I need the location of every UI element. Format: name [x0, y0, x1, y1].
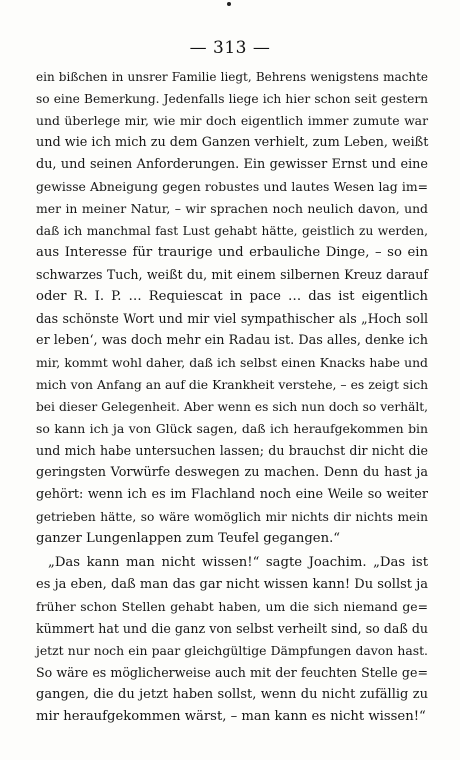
text-line: mir heraufgekommen wärst, – man kann es nicht wissen!“: [36, 709, 426, 724]
page-number: — 313 —: [189, 38, 271, 58]
text-line: so eine Bemerkung. Jedenfalls liege ich hier schon seit gestern: [36, 92, 428, 106]
text-line: bei dieser Gelegenheit. Aber wenn es sich nun doch so verhält,: [36, 400, 428, 414]
text-line: und überlege mir, wie mir doch eigentlich immer zumute war: [36, 113, 428, 128]
text-line: früher schon Stellen gehabt haben, um die sich niemand ge=: [36, 599, 428, 614]
text-line: jetzt nur noch ein paar gleichgültige Dämpfungen davon hast.: [36, 643, 428, 658]
text-line: ein bißchen in unsrer Familie liegt, Behrens wenigstens machte: [36, 70, 428, 84]
text-line: mir, kommt wohl daher, daß ich selbst einen Knacks habe und: [36, 355, 428, 370]
text-line: du, und seinen Anforderungen. Ein gewisser Ernst und eine: [36, 157, 428, 172]
text-line: oder R. I. P. … Requiescat in pace … das ist eigentlich: [36, 289, 428, 304]
text-line: so kann ich ja von Glück sagen, daß ich heraufgekommen bin: [36, 421, 428, 436]
text-line: geringsten Vorwürfe deswegen zu machen. Denn du hast ja: [36, 465, 428, 480]
text-line: schwarzes Tuch, weißt du, mit einem silbernen Kreuz darauf: [36, 267, 428, 282]
text-line: getrieben hätte, so wäre womöglich mir nichts dir nichts mein: [36, 510, 428, 524]
print-mark: [227, 2, 231, 6]
text-line: das schönste Wort und mir viel sympathischer als „Hoch soll: [36, 311, 428, 326]
text-line: „Das kann man nicht wissen!“ sagte Joachim. „Das ist: [48, 555, 428, 570]
text-line: und wie ich mich zu dem Ganzen verhielt, zum Leben, weißt: [36, 135, 429, 150]
text-line: gewisse Abneigung gegen robustes und lautes Wesen lag im=: [36, 179, 428, 194]
text-line: mer in meiner Natur, – wir sprachen noch neulich davon, und: [36, 201, 428, 216]
text-line: daß ich manchmal fast Lust gehabt hätte, geistlich zu werden,: [36, 224, 428, 238]
text-line: So wäre es möglicherweise auch mit der feuchten Stelle ge=: [36, 665, 428, 680]
text-line: gehört: wenn ich es im Flachland noch eine Weile so weiter: [36, 487, 428, 502]
text-line: und mich habe untersuchen lassen; du brauchst dir nicht die: [36, 443, 428, 458]
text-line: gangen, die du jetzt haben sollst, wenn du nicht zufällig zu: [36, 687, 428, 702]
text-line: kümmert hat und die ganz von selbst verheilt sind, so daß du: [36, 621, 428, 636]
text-line: er leben‘, was doch mehr ein Radau ist. Das alles, denke ich: [36, 333, 428, 348]
text-line: es ja eben, daß man das gar nicht wissen kann! Du sollst ja: [36, 577, 428, 592]
text-line: mich von Anfang an auf die Krankheit verstehe, – es zeigt sich: [36, 377, 429, 392]
text-line: ganzer Lungenlappen zum Teufel gegangen.“: [36, 531, 341, 546]
text-line: aus Interesse für traurige und erbauliche Dinge, – so ein: [36, 245, 428, 260]
